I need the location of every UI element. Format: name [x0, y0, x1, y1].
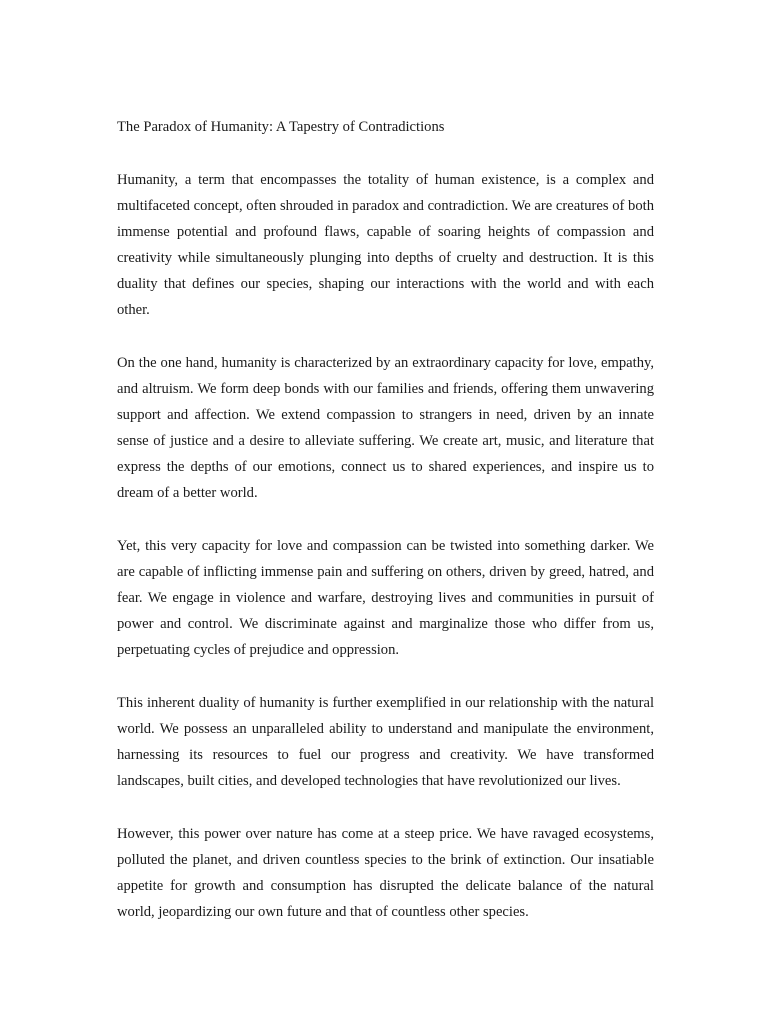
paragraph-2: On the one hand, humanity is characterized by an extraordinary capacity for love, empathy, and altruism. We form deep bonds with our families and friends, offering them unwavering support and affection. We extend compassion to strangers in need, driven by an innate sense of justice and a desire to alleviate suffering. We create art, music, and literature that express the depths of our emotions, connect us to shared experiences, and inspire us to dream of a better world. — [117, 355, 654, 501]
paragraph-4: This inherent duality of humanity is further exemplified in our relationship with the natural world. We possess an unparalleled ability to understand and manipulate the environment, harnessing its resources to fuel our progress and creativity. We have transformed landscapes, built cities, and developed technologies that have revolutionized our lives. — [117, 695, 654, 789]
paragraph-5: However, this power over nature has come at a steep price. We have ravaged ecosystems, polluted the planet, and driven countless species to the brink of extinction. Our insatiable appetite for growth and consumption has disrupted the delicate balance of the natural world, jeopardizing our own future and that of countless other species. — [117, 826, 654, 920]
paragraph-3: Yet, this very capacity for love and compassion can be twisted into something darker. We are capable of inflicting immense pain and suffering on others, driven by greed, hatred, and fear. We engage in violence and warfare, destroying lives and communities in pursuit of power and control. We discriminate against and marginalize those who differ from us, perpetuating cycles of prejudice and oppression. — [117, 538, 654, 658]
document-body — [117, 114, 654, 925]
document-title: The Paradox of Humanity: A Tapestry of Contradictions — [117, 119, 445, 135]
paragraph-1: Humanity, a term that encompasses the totality of human existence, is a complex and multifaceted concept, often shrouded in paradox and contradiction. We are creatures of both immense potential and profound flaws, capable of soaring heights of compassion and creativity while simultaneously plunging into depths of cruelty and destruction. It is this duality that defines our species, shaping our interactions with the world and with each other. — [117, 172, 654, 318]
